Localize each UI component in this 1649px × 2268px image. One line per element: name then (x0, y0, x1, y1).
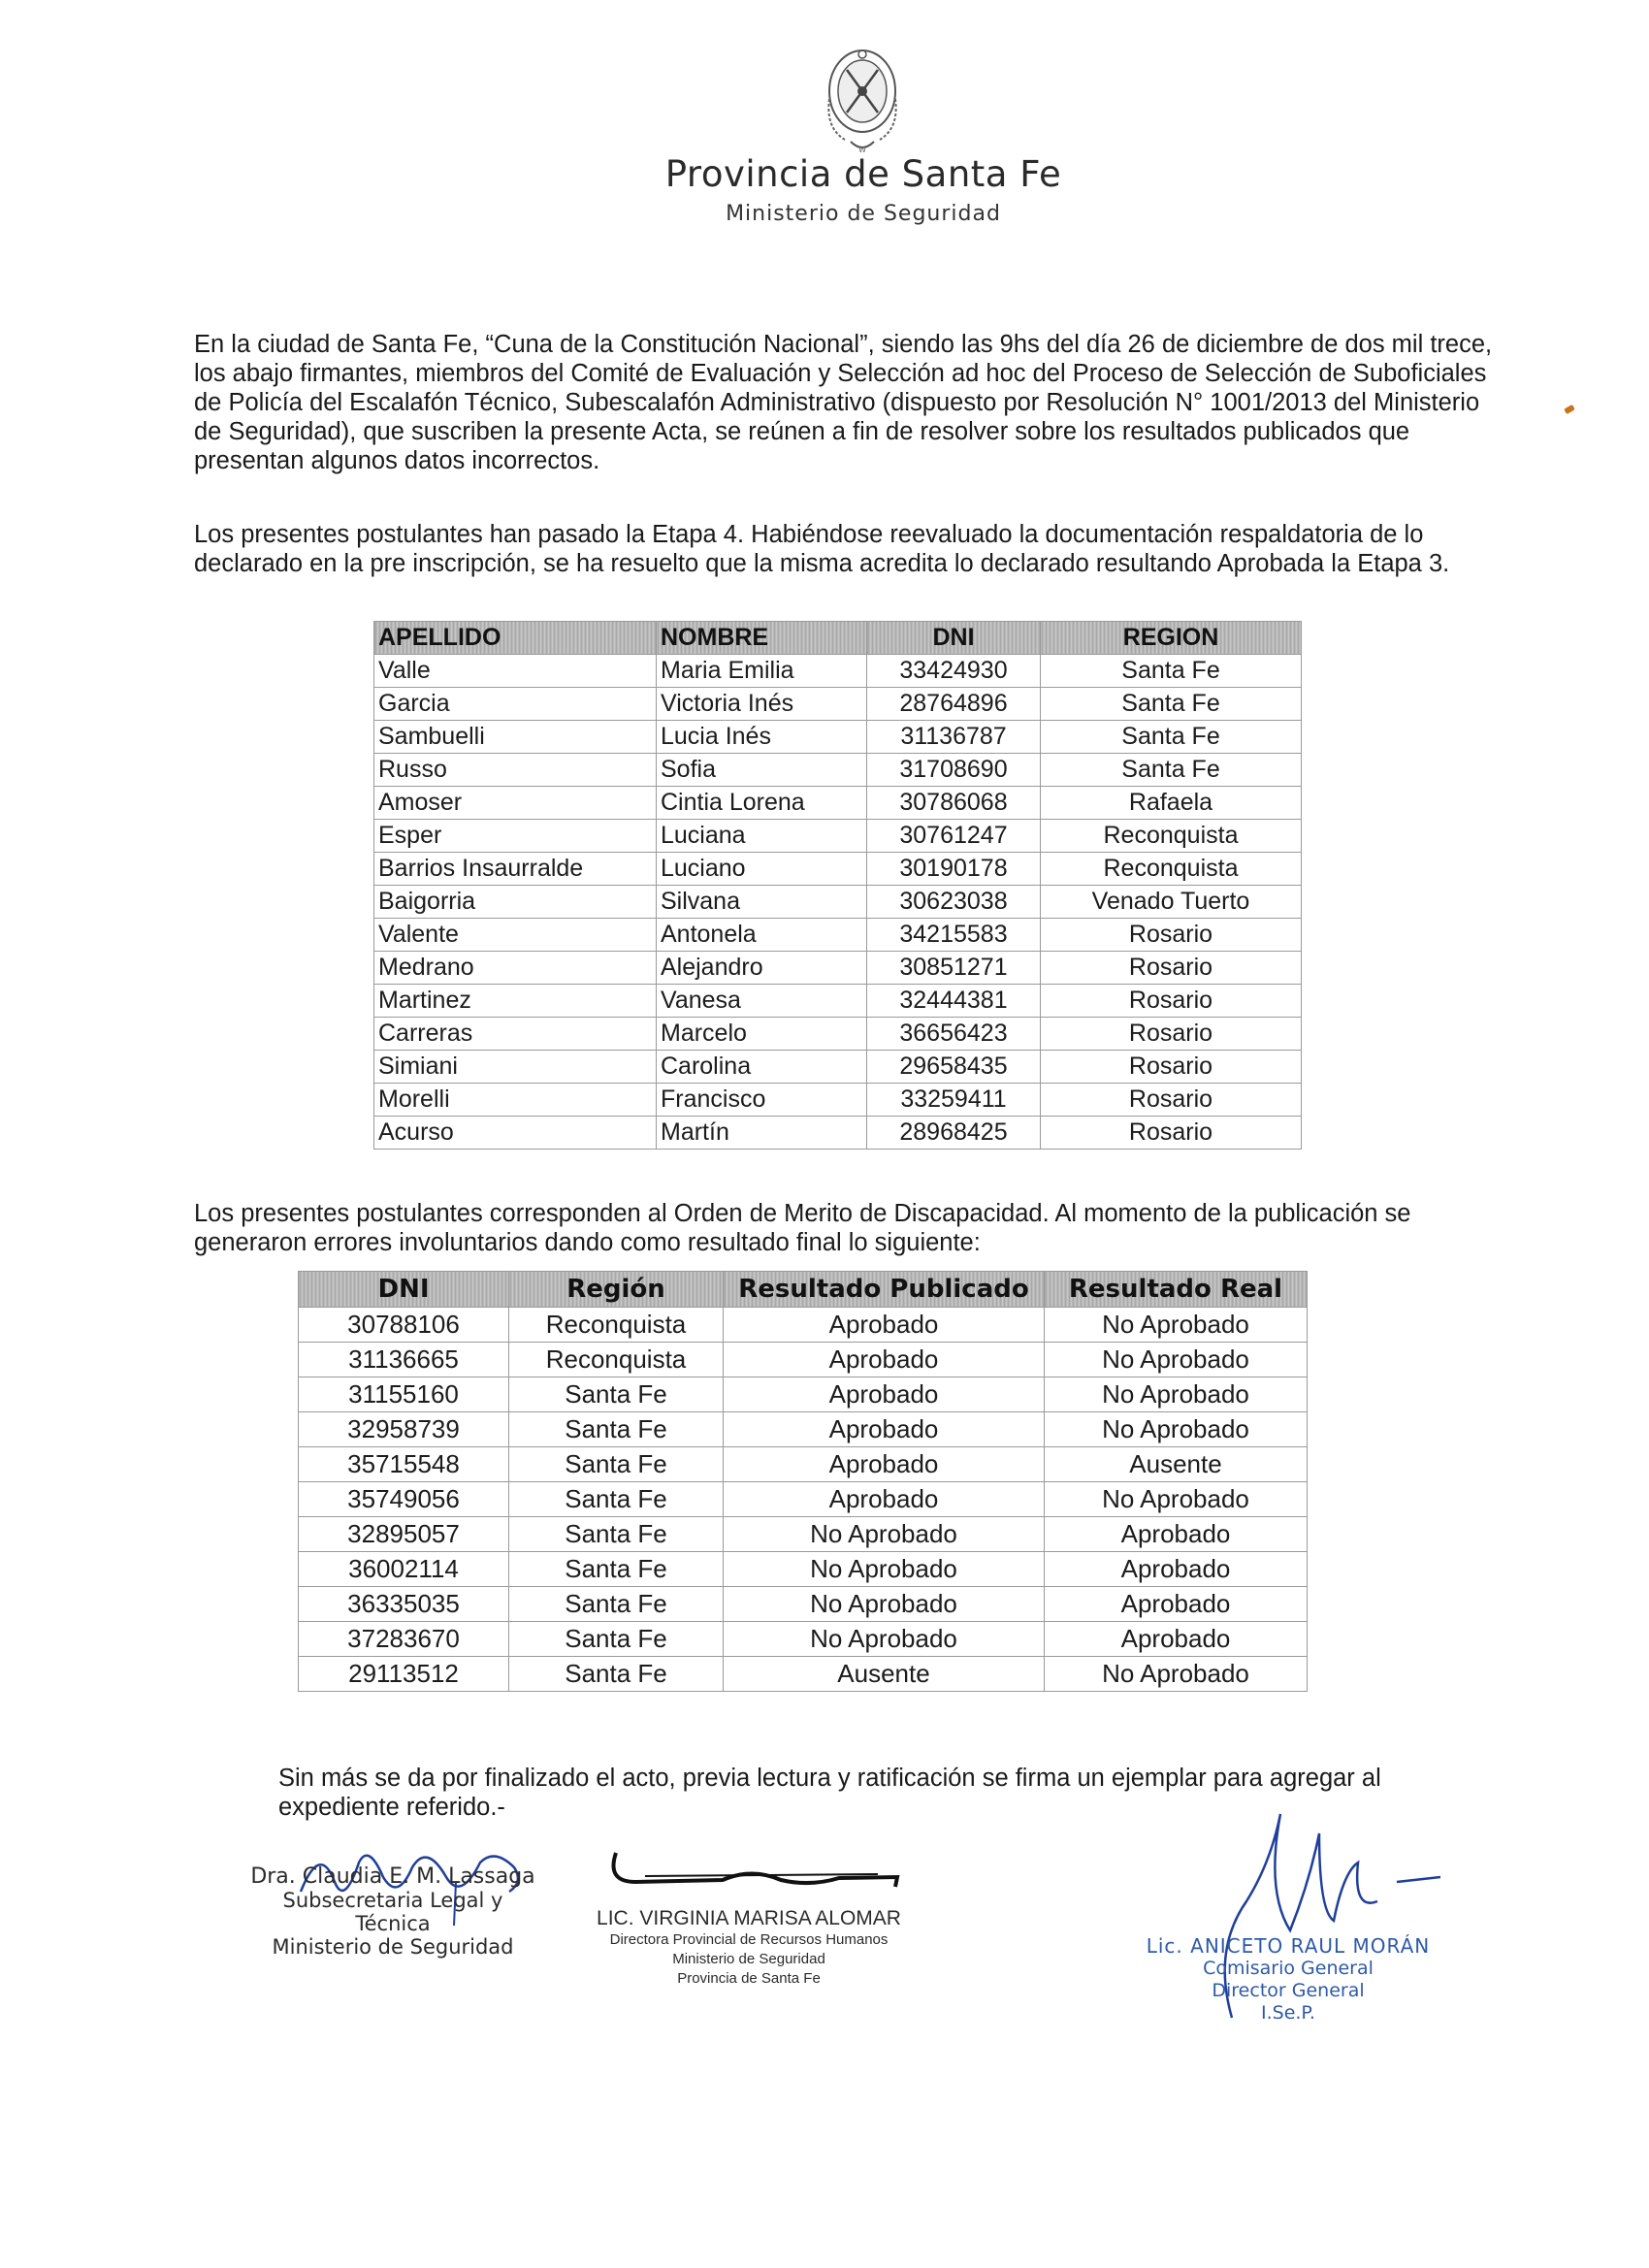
cell-region: Venado Tuerto (1041, 886, 1302, 919)
table-row (374, 820, 1302, 853)
table-header-row (374, 622, 1302, 655)
cell-resultado-publicado: Aprobado (724, 1377, 1045, 1412)
cell-resultado-real: No Aprobado (1045, 1412, 1308, 1447)
table-row (299, 1412, 1308, 1447)
cell-region: Santa Fe (509, 1622, 724, 1657)
cell-region: Santa Fe (1041, 688, 1302, 721)
cell-apellido: Garcia (374, 688, 657, 721)
closing-paragraph: Sin más se da por finalizado el acto, previa lectura y ratificación se firma un ejemplar para agregar al expediente referido.- (278, 1765, 1381, 1821)
signer-name: Dra. Claudia E. M. Lassaga (250, 1864, 535, 1889)
cell-dni: 29658435 (867, 1051, 1041, 1084)
cell-nombre: Marcelo (657, 1018, 867, 1051)
cell-region: Santa Fe (509, 1587, 724, 1622)
cell-dni: 34215583 (867, 919, 1041, 952)
table-row (374, 1084, 1302, 1117)
cell-dni: 32958739 (299, 1412, 509, 1447)
cell-region: Santa Fe (509, 1482, 724, 1517)
table-row (299, 1343, 1308, 1377)
cell-dni: 35749056 (299, 1482, 509, 1517)
cell-dni: 36002114 (299, 1552, 509, 1587)
cell-apellido: Russo (374, 754, 657, 787)
column-header-region: REGION (1041, 622, 1302, 655)
cell-dni: 37283670 (299, 1622, 509, 1657)
table-row (299, 1587, 1308, 1622)
table-row (374, 688, 1302, 721)
cell-region: Rosario (1041, 1018, 1302, 1051)
cell-resultado-publicado: No Aprobado (724, 1517, 1045, 1552)
cell-apellido: Barrios Insaurralde (374, 853, 657, 886)
signature-block-2 (584, 1907, 914, 1989)
table-row (374, 1018, 1302, 1051)
cell-resultado-real: Ausente (1045, 1447, 1308, 1482)
column-header-dni: DNI (867, 622, 1041, 655)
cell-nombre: Vanesa (657, 985, 867, 1018)
table-row (299, 1447, 1308, 1482)
header-subtitle: Ministerio de Seguridad (726, 202, 1001, 226)
cell-nombre: Silvana (657, 886, 867, 919)
table-row (299, 1657, 1308, 1692)
cell-apellido: Sambuelli (374, 721, 657, 754)
cell-nombre: Luciana (657, 820, 867, 853)
cell-region: Santa Fe (1041, 655, 1302, 688)
table-row (374, 1051, 1302, 1084)
table-row (299, 1482, 1308, 1517)
signer-title: Director General (1212, 1980, 1365, 2001)
table-row (299, 1517, 1308, 1552)
signature-block-3 (1133, 1934, 1443, 2025)
column-header-resultado-real: Resultado Real (1045, 1272, 1308, 1308)
cell-region: Santa Fe (509, 1657, 724, 1692)
cell-apellido: Valle (374, 655, 657, 688)
table-row (374, 1117, 1302, 1150)
table-row (374, 721, 1302, 754)
cell-dni: 30786068 (867, 787, 1041, 820)
cell-region: Santa Fe (509, 1517, 724, 1552)
cell-region: Reconquista (509, 1343, 724, 1377)
cell-dni: 31136787 (867, 721, 1041, 754)
table-row (299, 1552, 1308, 1587)
cell-resultado-real: Aprobado (1045, 1587, 1308, 1622)
cell-dni: 32444381 (867, 985, 1041, 1018)
cell-apellido: Morelli (374, 1084, 657, 1117)
cell-nombre: Antonela (657, 919, 867, 952)
cell-apellido: Acurso (374, 1117, 657, 1150)
cell-dni: 33259411 (867, 1084, 1041, 1117)
aprobados-table (373, 621, 1302, 1150)
cell-dni: 36656423 (867, 1018, 1041, 1051)
cell-nombre: Martín (657, 1117, 867, 1150)
cell-region: Rosario (1041, 952, 1302, 985)
cell-resultado-real: No Aprobado (1045, 1308, 1308, 1343)
cell-region: Reconquista (1041, 853, 1302, 886)
cell-resultado-real: No Aprobado (1045, 1482, 1308, 1517)
signer-title: Directora Provincial de Recursos Humanos (609, 1931, 889, 1948)
cell-nombre: Cintia Lorena (657, 787, 867, 820)
cell-apellido: Amoser (374, 787, 657, 820)
cell-nombre: Carolina (657, 1051, 867, 1084)
cell-dni: 30761247 (867, 820, 1041, 853)
cell-region: Rosario (1041, 1084, 1302, 1117)
cell-resultado-real: Aprobado (1045, 1622, 1308, 1657)
cell-nombre: Francisco (657, 1084, 867, 1117)
signer-name: LIC. VIRGINIA MARISA ALOMAR (597, 1907, 901, 1929)
table-row (374, 655, 1302, 688)
table-row (299, 1377, 1308, 1412)
cell-region: Santa Fe (509, 1552, 724, 1587)
cell-resultado-publicado: No Aprobado (724, 1622, 1045, 1657)
signer-province: Provincia de Santa Fe (677, 1970, 821, 1987)
cell-resultado-real: No Aprobado (1045, 1343, 1308, 1377)
cell-dni: 35715548 (299, 1447, 509, 1482)
table-row (299, 1308, 1308, 1343)
cell-apellido: Martinez (374, 985, 657, 1018)
signature-alomar-icon (606, 1843, 917, 1901)
cell-dni: 33424930 (867, 655, 1041, 688)
cell-region: Rosario (1041, 985, 1302, 1018)
table-row (374, 754, 1302, 787)
cell-region: Santa Fe (509, 1447, 724, 1482)
cell-dni: 30190178 (867, 853, 1041, 886)
cell-region: Santa Fe (1041, 754, 1302, 787)
discapacidad-paragraph: Los presentes postulantes corresponden al Orden de Merito de Discapacidad. Al momento de la publicación se generaron errores involuntarios dando como resultado final lo siguiente: (194, 1200, 1411, 1256)
table-row (374, 952, 1302, 985)
signature-block-1 (247, 1864, 538, 1959)
cell-resultado-real: No Aprobado (1045, 1657, 1308, 1692)
cell-resultado-real: Aprobado (1045, 1517, 1308, 1552)
cell-nombre: Victoria Inés (657, 688, 867, 721)
discapacidad-table (298, 1271, 1308, 1692)
column-header-resultado-publicado: Resultado Publicado (724, 1272, 1045, 1308)
cell-dni: 31136665 (299, 1343, 509, 1377)
cell-dni: 31155160 (299, 1377, 509, 1412)
cell-apellido: Esper (374, 820, 657, 853)
header-title: Provincia de Santa Fe (664, 153, 1062, 195)
intro-paragraph: En la ciudad de Santa Fe, “Cuna de la Constitución Nacional”, siendo las 9hs del día 26 de diciembre de dos mil trece, los abajo firmantes, miembros del Comité de Evaluación y Selección ad hoc del Proceso de Selección de Suboficiales de Policía del Escalafón Técnico, Subescalafón Administrativo (dispuesto por Resolución N° 1001/2013 del Ministerio de Seguridad), que suscriben la presente Acta, se reúnen a fin de resolver sobre los resultados publicados que presentan algunos datos incorrectos. (194, 331, 1493, 474)
cell-dni: 30788106 (299, 1308, 509, 1343)
cell-dni: 30623038 (867, 886, 1041, 919)
signer-office: Ministerio de Seguridad (272, 1935, 514, 1959)
cell-region: Reconquista (1041, 820, 1302, 853)
table-row (374, 853, 1302, 886)
cell-dni: 29113512 (299, 1657, 509, 1692)
cell-resultado-publicado: Aprobado (724, 1412, 1045, 1447)
cell-resultado-publicado: Aprobado (724, 1482, 1045, 1517)
cell-nombre: Alejandro (657, 952, 867, 985)
table-row (374, 886, 1302, 919)
table-header-row (299, 1272, 1308, 1308)
cell-resultado-publicado: Aprobado (724, 1343, 1045, 1377)
table-row (374, 919, 1302, 952)
column-header-apellido: APELLIDO (374, 622, 657, 655)
cell-dni: 28968425 (867, 1117, 1041, 1150)
cell-apellido: Simiani (374, 1051, 657, 1084)
signer-institution: I.Se.P. (1261, 2002, 1315, 2024)
cell-resultado-publicado: No Aprobado (724, 1552, 1045, 1587)
cell-dni: 28764896 (867, 688, 1041, 721)
column-header-nombre: NOMBRE (657, 622, 867, 655)
cell-region: Reconquista (509, 1308, 724, 1343)
cell-resultado-publicado: Ausente (724, 1657, 1045, 1692)
signer-title: Subsecretaria Legal y Técnica (282, 1889, 503, 1935)
cell-region: Santa Fe (509, 1377, 724, 1412)
cell-dni: 32895057 (299, 1517, 509, 1552)
cell-nombre: Lucia Inés (657, 721, 867, 754)
cell-nombre: Sofia (657, 754, 867, 787)
cell-dni: 31708690 (867, 754, 1041, 787)
cell-region: Rafaela (1041, 787, 1302, 820)
cell-apellido: Carreras (374, 1018, 657, 1051)
cell-resultado-publicado: Aprobado (724, 1447, 1045, 1482)
cell-nombre: Luciano (657, 853, 867, 886)
cell-dni: 36335035 (299, 1587, 509, 1622)
column-header-region: Región (509, 1272, 724, 1308)
cell-resultado-real: Aprobado (1045, 1552, 1308, 1587)
coat-of-arms-icon (816, 41, 909, 155)
cell-resultado-publicado: No Aprobado (724, 1587, 1045, 1622)
cell-dni: 30851271 (867, 952, 1041, 985)
column-header-dni: DNI (299, 1272, 509, 1308)
cell-nombre: Maria Emilia (657, 655, 867, 688)
cell-region: Santa Fe (1041, 721, 1302, 754)
svg-text:W: W (858, 146, 866, 154)
ink-mark (1564, 405, 1575, 414)
cell-apellido: Valente (374, 919, 657, 952)
signer-name: Lic. ANICETO RAUL MORÁN (1146, 1934, 1431, 1958)
cell-region: Rosario (1041, 1051, 1302, 1084)
cell-region: Santa Fe (509, 1412, 724, 1447)
cell-resultado-publicado: Aprobado (724, 1308, 1045, 1343)
cell-resultado-real: No Aprobado (1045, 1377, 1308, 1412)
table-row (374, 985, 1302, 1018)
cell-region: Rosario (1041, 1117, 1302, 1150)
cell-apellido: Medrano (374, 952, 657, 985)
etapa-paragraph: Los presentes postulantes han pasado la Etapa 4. Habiéndose reevaluado la documentación respaldatoria de lo declarado en la pre inscripción, se ha resuelto que la misma acredita lo declarado resultando Aprobada la Etapa 3. (194, 521, 1450, 577)
signer-rank: Comisario General (1203, 1958, 1374, 1979)
cell-apellido: Baigorria (374, 886, 657, 919)
signer-office: Ministerio de Seguridad (672, 1951, 825, 1967)
cell-region: Rosario (1041, 919, 1302, 952)
table-row (374, 787, 1302, 820)
table-row (299, 1622, 1308, 1657)
